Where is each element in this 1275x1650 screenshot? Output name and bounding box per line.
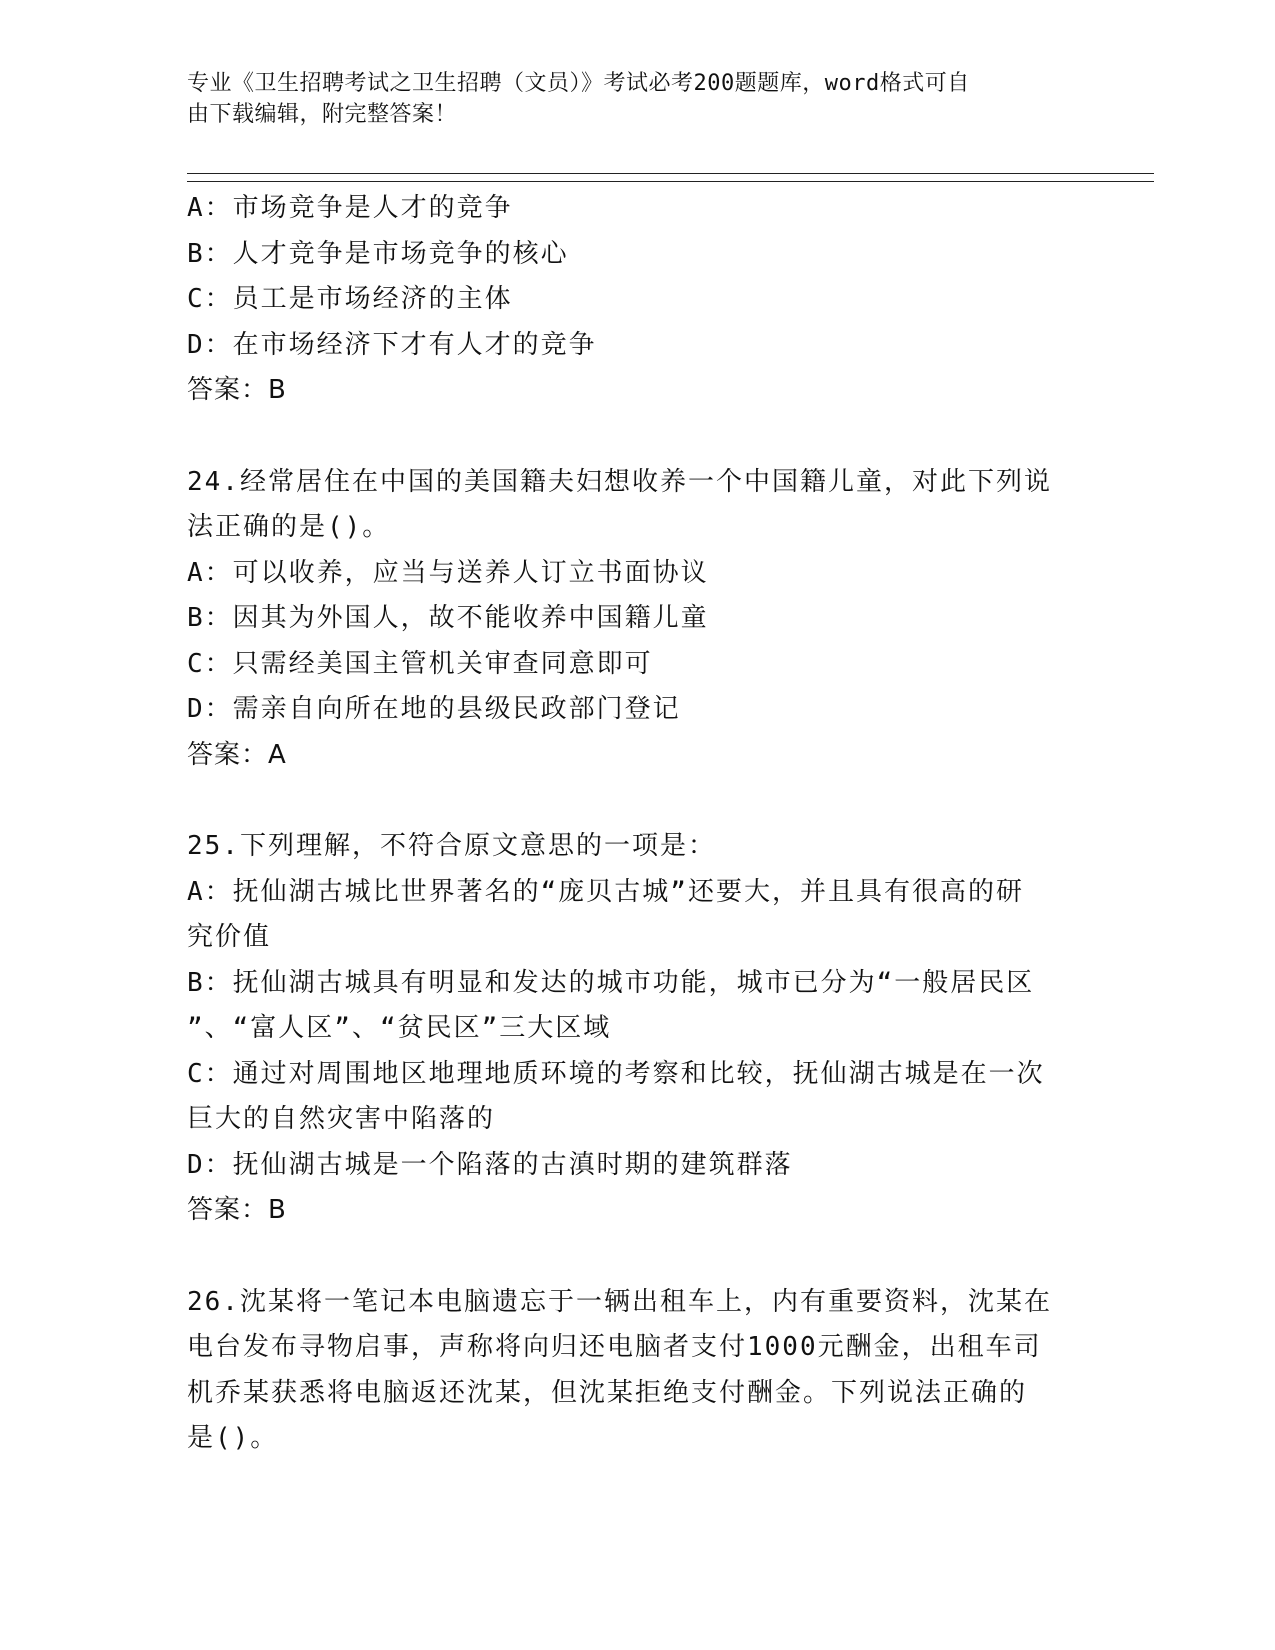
- answer-line: 答案：B: [187, 375, 287, 405]
- question-text: 是()。: [187, 1423, 279, 1453]
- option-b: B：抚仙湖古城具有明显和发达的城市功能，城市已分为“一般居民区: [187, 967, 1035, 998]
- question-25-block: [187, 824, 1087, 1234]
- option-a: A：可以收养，应当与送养人订立书面协议: [187, 557, 709, 588]
- option-d: D：抚仙湖古城是一个陷落的古滇时期的建筑群落: [187, 1149, 793, 1180]
- option-d: D：在市场经济下才有人才的竞争: [187, 329, 597, 360]
- spacer: [187, 778, 1087, 824]
- header-divider: [187, 181, 1154, 182]
- option-a: A：市场竞争是人才的竞争: [187, 193, 513, 223]
- answer-line: 答案：B: [187, 1195, 287, 1225]
- answer-line: 答案：A: [187, 739, 287, 770]
- header-line: 由下载编辑，附完整答案！: [187, 102, 458, 127]
- option-b: B：人才竞争是市场竞争的核心: [187, 238, 569, 269]
- option-c: C：通过对周围地区地理地质环境的考察和比较，抚仙湖古城是在一次: [187, 1058, 1045, 1089]
- option-c: C：员工是市场经济的主体: [187, 284, 513, 314]
- question-26-block: [187, 1280, 1087, 1462]
- question-text: 24.经常居住在中国的美国籍夫妇想收养一个中国籍儿童，对此下列说: [187, 466, 1052, 497]
- option-c: C：只需经美国主管机关审查同意即可: [187, 648, 653, 679]
- option-b-continued: ”、“富人区”、“贫民区”三大区域: [187, 1013, 612, 1043]
- question-24-block: [187, 460, 1087, 779]
- document-header: [187, 68, 1087, 130]
- option-b: B：因其为外国人，故不能收养中国籍儿童: [187, 603, 709, 633]
- question-text: 25.下列理解，不符合原文意思的一项是：: [187, 831, 716, 861]
- question-text: 26.沈某将一笔记本电脑遗忘于一辆出租车上，内有重要资料，沈某在: [187, 1286, 1052, 1317]
- question-23-block: [187, 186, 1087, 414]
- question-text: 电台发布寻物启事，声称将向归还电脑者支付1000元酬金，出租车司: [187, 1332, 1042, 1362]
- option-c-continued: 巨大的自然灾害中陷落的: [187, 1104, 496, 1134]
- header-line: 专业《卫生招聘考试之卫生招聘（文员）》考试必考200题题库，word格式可自: [187, 71, 970, 96]
- spacer: [187, 1234, 1087, 1280]
- option-a-continued: 究价值: [187, 922, 272, 952]
- spacer: [187, 414, 1087, 460]
- document-body: [187, 186, 1087, 1462]
- question-text: 法正确的是()。: [187, 512, 391, 542]
- header-divider: [187, 173, 1154, 174]
- question-text: 机乔某获悉将电脑返还沈某，但沈某拒绝支付酬金。下列说法正确的: [187, 1377, 1028, 1408]
- option-a: A：抚仙湖古城比世界著名的“庞贝古城”还要大，并且具有很高的研: [187, 876, 1024, 907]
- option-d: D：需亲自向所在地的县级民政部门登记: [187, 694, 681, 724]
